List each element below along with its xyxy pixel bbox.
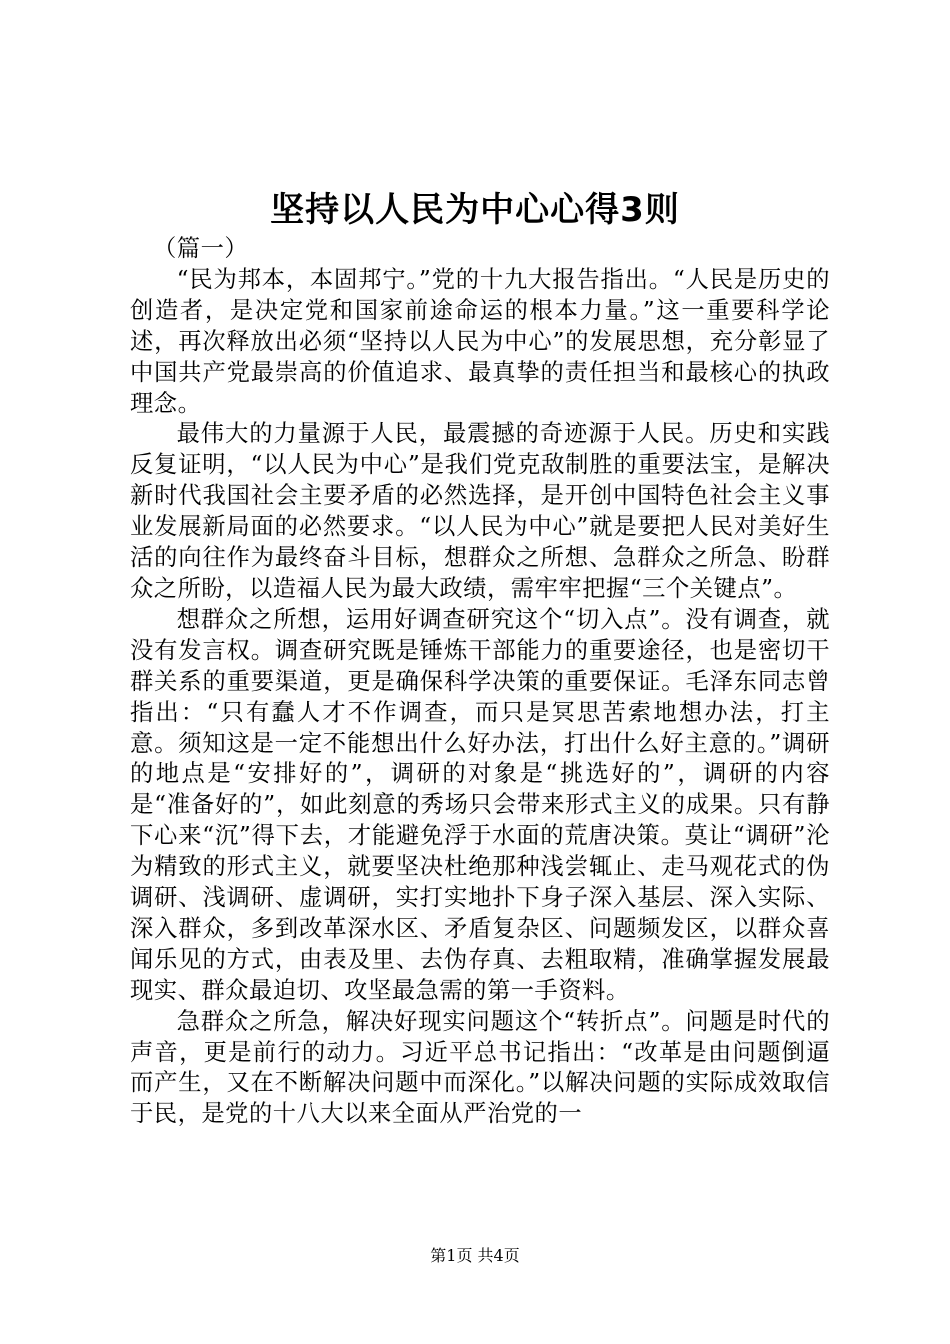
paragraph-1: “民为邦本，本固邦宁。”党的十九大报告指出。“人民是历史的创造者，是决定党和国家前途命运的根本力量。”这一重要科学论述，再次释放出必须“坚持以人民为中心”的发展思想，充分彰显了中国共产党最崇高的价值追求、最真挚的责任担当和最核心的执政理念。 bbox=[130, 265, 830, 417]
document-title: 坚持以人民为中心心得3则 bbox=[270, 190, 680, 230]
document-body bbox=[130, 234, 830, 1130]
paragraph-2: 最伟大的力量源于人民，最震撼的奇迹源于人民。历史和实践反复证明，“以人民为中心”是我们党克敌制胜的重要法宝，是解决新时代我国社会主要矛盾的必然选择，是开创中国特色社会主义事业发展新局面的必然要求。“以人民为中心”就是要把人民对美好生活的向往作为最终奋斗目标，想群众之所想、急群众之所急、盼群众之所盼，以造福人民为最大政绩，需牢牢把握“三个关键点”。 bbox=[130, 420, 830, 602]
section-label: （篇一） bbox=[153, 235, 249, 262]
page-footer: 第1页 共4页 bbox=[430, 1246, 520, 1265]
paragraph-4: 急群众之所急，解决好现实问题这个“转折点”。问题是时代的声音，更是前行的动力。习近平总书记指出：“改革是由问题倒逼而产生，又在不断解决问题中而深化。”以解决问题的实际成效取信于民，是党的十八大以来全面从严治党的一 bbox=[130, 1007, 830, 1128]
paragraph-3: 想群众之所想，运用好调查研究这个“切入点”。没有调查，就没有发言权。调查研究既是锤炼干部能力的重要途径，也是密切干群关系的重要渠道，更是确保科学决策的重要保证。毛泽东同志曾指出：“只有蠢人才不作调查，而只是冥思苦索地想办法，打主意。须知这是一定不能想出什么好办法，打出什么好主意的。”调研的地点是“安排好的”，调研的对象是“挑选好的”，调研的内容是“准备好的”，如此刻意的秀场只会带来形式主义的成果。只有静下心来“沉”得下去，才能避免浮于水面的荒唐决策。莫让“调研”沦为精致的形式主义，就要坚决杜绝那种浅尝辄止、走马观花式的伪调研、浅调研、虚调研，实打实地扑下身子深入基层、深入实际、深入群众，多到改革深水区、矛盾复杂区、问题频发区，以群众喜闻乐见的方式，由表及里、去伪存真、去粗取精，准确掌握发展最现实、群众最迫切、攻坚最急需的第一手资料。 bbox=[130, 605, 830, 1004]
